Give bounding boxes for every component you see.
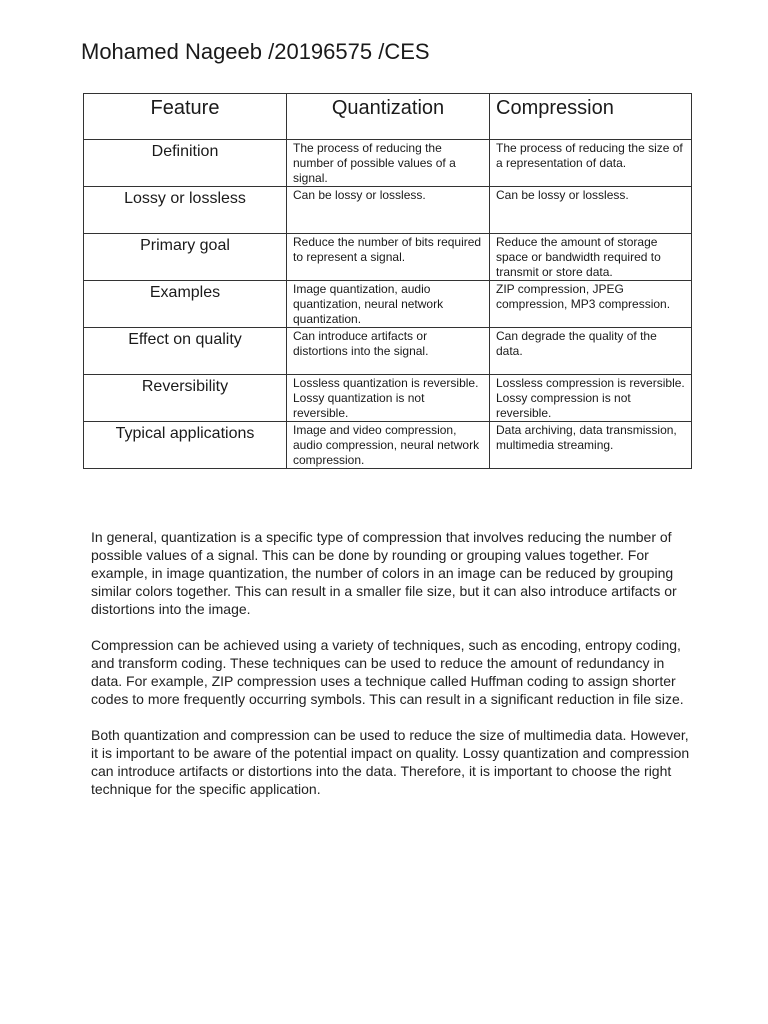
compression-cell: Can be lossy or lossless. — [490, 187, 692, 234]
paragraph-compression-techniques: Compression can be achieved using a variety of techniques, such as encoding, entropy coding, and transform coding. These techniques can be used to reduce the amount of redundancy in data. For example, ZIP compression uses a technique called Huffman coding to assign shorter codes to more frequently occurring symbols. This can result in a significant reduction in file size. — [91, 637, 684, 707]
feature-cell: Primary goal — [84, 234, 287, 281]
feature-cell: Examples — [84, 281, 287, 328]
table-header-row — [84, 94, 692, 140]
table-row — [84, 234, 692, 281]
quantization-cell: Reduce the number of bits required to represent a signal. — [287, 234, 490, 281]
paragraph-quantization-summary: In general, quantization is a specific type of compression that involves reducing the number of possible values of a signal. This can be done by rounding or grouping values together. For example, in image quantization, the number of colors in an image can be reduced by grouping similar colors together. This can result in a smaller file size, but it can also introduce artifacts or distortions into the image. — [91, 529, 677, 617]
table-row — [84, 328, 692, 375]
quantization-cell: Lossless quantization is reversible. Lossy quantization is not reversible. — [287, 375, 490, 422]
feature-cell: Lossy or lossless — [84, 187, 287, 234]
table-row — [84, 422, 692, 469]
quantization-cell: Image and video compression, audio compression, neural network compression. — [287, 422, 490, 469]
compression-cell: The process of reducing the size of a representation of data. — [490, 140, 692, 187]
feature-cell: Typical applications — [84, 422, 287, 469]
compression-cell: Data archiving, data transmission, multimedia streaming. — [490, 422, 692, 469]
table-row — [84, 140, 692, 187]
compression-cell: Lossless compression is reversible. Lossy compression is not reversible. — [490, 375, 692, 422]
body-text — [91, 528, 691, 816]
feature-cell: Effect on quality — [84, 328, 287, 375]
page-title: Mohamed Nageeb /20196575 /CES — [81, 39, 430, 64]
header-feature: Feature — [84, 94, 287, 140]
comparison-table — [83, 93, 692, 469]
table-row — [84, 375, 692, 422]
table-row — [84, 281, 692, 328]
feature-cell: Definition — [84, 140, 287, 187]
compression-cell: Reduce the amount of storage space or bandwidth required to transmit or store data. — [490, 234, 692, 281]
table-row — [84, 187, 692, 234]
quantization-cell: The process of reducing the number of possible values of a signal. — [287, 140, 490, 187]
header-compression: Compression — [490, 94, 692, 140]
quantization-cell: Can introduce artifacts or distortions into the signal. — [287, 328, 490, 375]
quantization-cell: Can be lossy or lossless. — [287, 187, 490, 234]
compression-cell: ZIP compression, JPEG compression, MP3 compression. — [490, 281, 692, 328]
feature-cell: Reversibility — [84, 375, 287, 422]
header-quantization: Quantization — [287, 94, 490, 140]
quantization-cell: Image quantization, audio quantization, neural network quantization. — [287, 281, 490, 328]
paragraph-conclusion: Both quantization and compression can be used to reduce the size of multimedia data. However, it is important to be aware of the potential impact on quality. Lossy quantization and compression can introduce artifacts or distortions into the data. Therefore, it is important to choose the right technique for the specific application. — [91, 727, 690, 797]
compression-cell: Can degrade the quality of the data. — [490, 328, 692, 375]
